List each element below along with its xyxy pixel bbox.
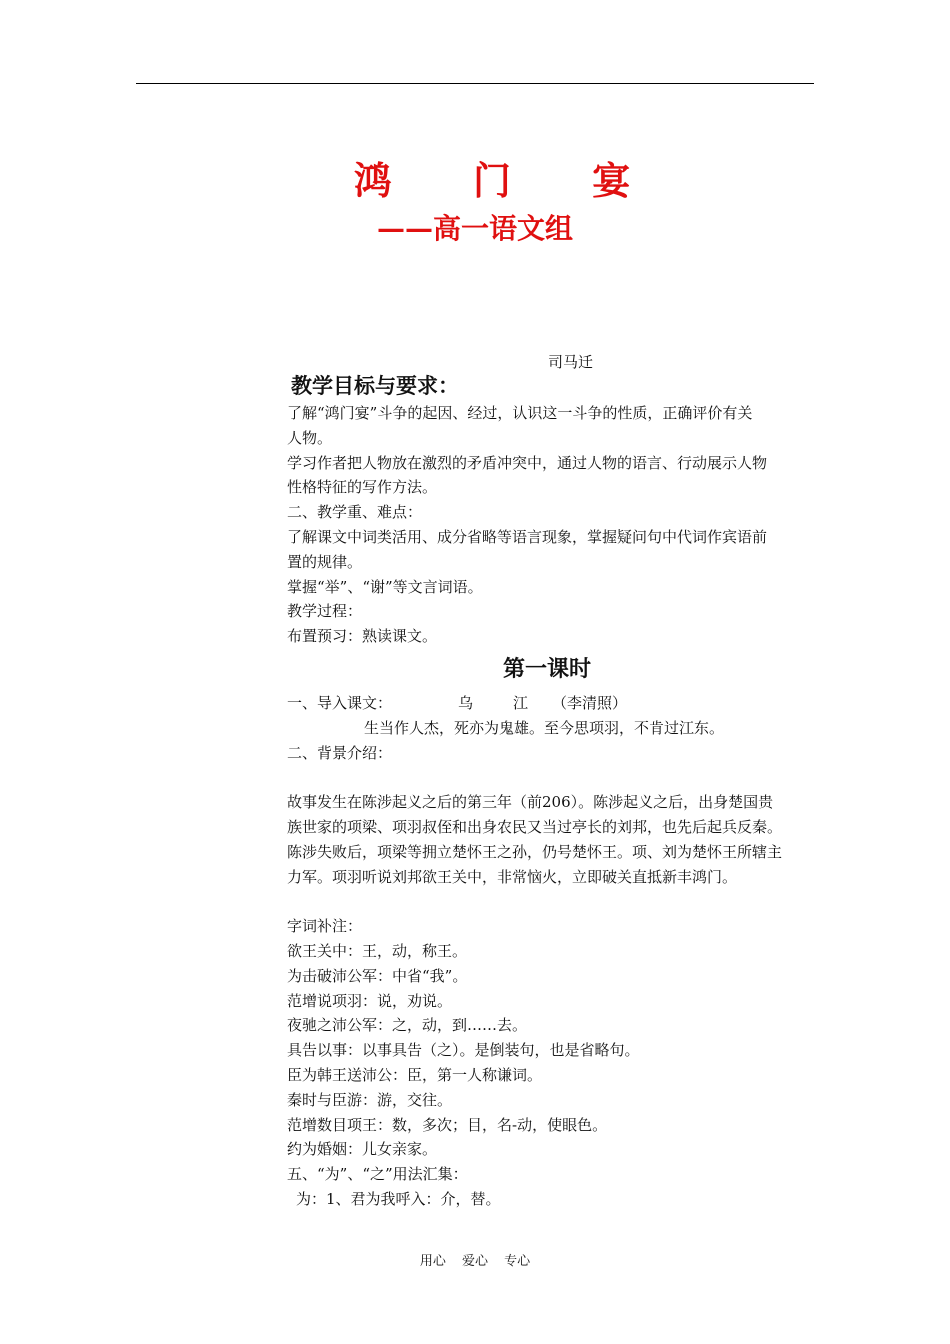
goals-line: 人物。	[287, 428, 333, 447]
goals-line: 布置预习：熟读课文。	[287, 627, 438, 646]
usage-line: 为：1、君为我呼入：介，替。	[296, 1189, 501, 1208]
goals-line: 置的规律。	[287, 552, 363, 571]
footer-word: 用心	[419, 1254, 446, 1269]
poem-title-char: 江	[513, 693, 529, 712]
notes-line: 字词补注：	[287, 917, 363, 936]
background-line: 力军。项羽听说刘邦欲王关中，非常恼火，立即破关直抵新丰鸿门。	[287, 867, 738, 886]
document-title: 鸿 门 宴	[353, 158, 665, 203]
notes-line: 秦时与臣游：游，交往。	[287, 1090, 453, 1109]
goals-line: 了解课文中词类活用、成分省略等语言现象，掌握疑问句中代词作宾语前	[287, 527, 768, 546]
poem-title-char: 乌	[458, 693, 474, 712]
author-name: 司马迁	[548, 353, 594, 371]
page-footer	[0, 1250, 950, 1269]
goals-line: 性格特征的写作方法。	[287, 478, 438, 497]
poem-author: （李清照）	[552, 693, 628, 712]
background-line: 族世家的项梁、项羽叔侄和出身农民又当过亭长的刘邦，也先后起兵反秦。	[287, 817, 783, 836]
goals-line: 学习作者把人物放在激烈的矛盾冲突中，通过人物的语言、行动展示人物	[287, 453, 768, 472]
intro-label: 一、导入课文：	[287, 693, 393, 712]
goals-heading: 教学目标与要求：	[291, 374, 459, 398]
background-line: 陈涉失败后，项梁等拥立楚怀王之孙，仍号楚怀王。项、刘为楚怀王所辖主	[287, 842, 783, 861]
intro-line	[287, 691, 827, 716]
notes-line: 夜驰之沛公军：之，动，到……去。	[287, 1016, 528, 1035]
header-rule	[136, 83, 814, 84]
goals-line: 教学过程：	[287, 602, 363, 621]
notes-line: 约为婚姻：儿女亲家。	[287, 1140, 438, 1159]
notes-line: 臣为韩王送沛公：臣，第一人称谦词。	[287, 1065, 543, 1084]
goals-line: 二、教学重、难点：	[287, 503, 423, 522]
document-subtitle: ——高一语文组	[376, 212, 573, 245]
footer-word: 专心	[504, 1254, 531, 1269]
notes-line: 具告以事：以事具告（之）。是倒装句，也是省略句。	[287, 1041, 640, 1060]
lesson-heading: 第一课时	[502, 656, 591, 682]
goals-line: 掌握“举”、“谢”等文言词语。	[287, 577, 483, 596]
document-body	[287, 372, 827, 1212]
poem-verse: 生当作人杰，死亦为鬼雄。至今思项羽，不肯过江东。	[364, 718, 725, 737]
notes-line: 范增说项羽：说，劝说。	[287, 991, 453, 1010]
background-heading: 二、背景介绍：	[287, 743, 393, 762]
notes-line: 为击破沛公军：中省“我”。	[287, 966, 468, 985]
notes-line: 欲王关中：王，动，称王。	[287, 941, 468, 960]
background-line: 故事发生在陈涉起义之后的第三年（前206）。陈涉起义之后，出身楚国贵	[287, 793, 774, 812]
footer-word: 爱心	[461, 1254, 488, 1269]
notes-line: 五、“为”、“之”用法汇集：	[287, 1165, 468, 1184]
notes-line: 范增数目项王：数，多次；目，名-动，使眼色。	[287, 1115, 608, 1134]
goals-line: 了解“鸿门宴”斗争的起因、经过，认识这一斗争的性质，正确评价有关	[287, 404, 753, 422]
